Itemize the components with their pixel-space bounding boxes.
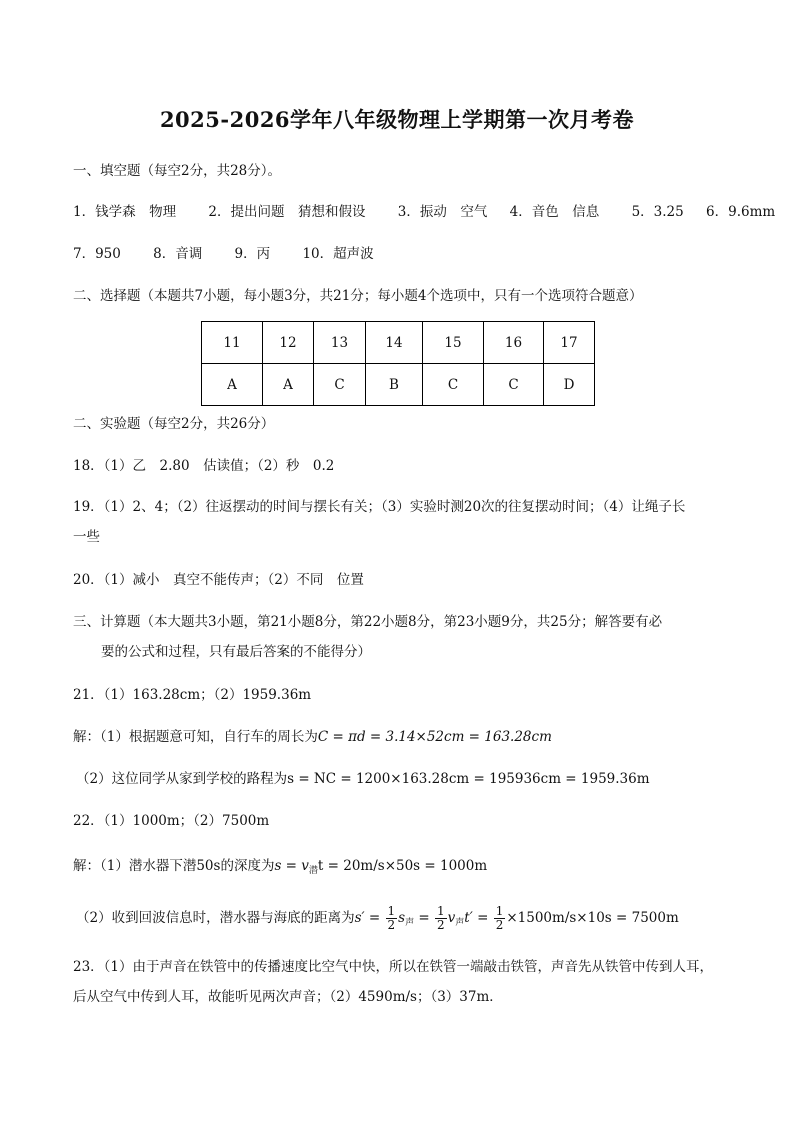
table-row-answers (202, 364, 595, 406)
formula-subscript: 潜 (308, 866, 318, 876)
section2-heading: 二、选择题（本题共7小题，每小题3分，共21分；每小题4个选项中，只有一个选项符合题意） (73, 288, 643, 304)
numerator: 1 (495, 904, 504, 918)
section1-answers-row2 (73, 245, 374, 263)
fraction-one-half (494, 905, 506, 932)
table-cell: C (423, 364, 484, 406)
solution-text: （2）这位同学从家到学校的路程为 (76, 771, 288, 787)
q19-answer-line2: 一些 (73, 529, 100, 545)
q18-answer: 18．（1）乙 2.80 估读值；（2）秒 0.2 (73, 458, 335, 474)
answer-item: 9．丙 (234, 246, 271, 262)
solution-text: （2）收到回波信息时，潜水器与海底的距离为 (76, 910, 355, 926)
numerator: 1 (437, 904, 445, 918)
formula: s = v (274, 858, 309, 874)
q21-solution-2 (76, 770, 650, 788)
fraction-one-half (435, 905, 447, 932)
formula: C = πd = 3.14×52cm = 163.28cm (317, 729, 552, 745)
formula: t = 20m/s×50s = 1000m (317, 858, 488, 874)
q21-answer: 21．（1）163.28cm；（2）1959.36m (73, 687, 312, 703)
denominator: 2 (495, 918, 504, 932)
table-cell: 11 (202, 322, 263, 364)
answer-item: 1．钱学森 物理 (73, 204, 177, 220)
section1-heading: 一、填空题（每空2分，共28分）。 (73, 163, 282, 179)
answer-item: 5．3.25 (631, 204, 684, 220)
table-cell: 15 (423, 322, 484, 364)
section4-heading-line2: 要的公式和过程，只有最后答案的不能得分） (101, 644, 371, 660)
table-cell: C (314, 364, 366, 406)
solution-text: 解：（1）根据题意可知，自行车的周长为 (73, 729, 318, 745)
formula-var: s (398, 910, 406, 926)
table-cell: 17 (544, 322, 595, 364)
answer-table (201, 321, 595, 406)
section1-answers-row1 (73, 203, 775, 221)
answer-item: 2．提出问题 猜想和假设 (208, 204, 366, 220)
denominator: 2 (387, 918, 396, 932)
section3-heading: 二、实验题（每空2分，共26分） (73, 416, 275, 432)
page-title: 2025-2026学年八年级物理上学期第一次月考卷 (159, 107, 635, 132)
formula-var: t′ (464, 910, 473, 926)
q23-answer-line1: 23．（1）由于声音在铁管中的传播速度比空气中快，所以在铁管一端敲击铁管，声音先从铁管中传到人耳， (73, 959, 714, 975)
table-cell: 13 (314, 322, 366, 364)
denominator: 2 (437, 918, 445, 932)
q22-solution-1 (73, 857, 487, 880)
fraction-one-half (386, 905, 398, 932)
solution-text: 解：（1）潜水器下潜50s的深度为 (73, 858, 275, 874)
q20-answer: 20．（1）减小 真空不能传声；（2）不同 位置 (73, 572, 364, 588)
table-cell: 16 (484, 322, 544, 364)
answer-item: 7．950 (73, 246, 121, 262)
answer-item: 10．超声波 (302, 246, 374, 262)
q22-answer: 22．（1）1000m；（2）7500m (73, 813, 270, 829)
table-cell: D (544, 364, 595, 406)
answer-item: 4．音色 信息 (509, 204, 600, 220)
table-cell: C (484, 364, 544, 406)
q22-solution-2: （2）收到回波信息时，潜水器与海底的距离为s′ = $\frac{1}{2}$ $s_声$ = $\frac{1}{2}$ $v_声t'$ = $\frac{1}{2}$ ×1500m/s×10s = 7500m (76, 904, 679, 932)
formula: ×1500m/s×10s = 7500m (506, 910, 679, 926)
q23-answer-line2: 后从空气中传到人耳，故能听见两次声音；（2）4590m/s；（3）37m． (73, 989, 503, 1005)
q21-solution-1 (73, 728, 552, 746)
table-cell: 12 (263, 322, 314, 364)
formula-subscript: 声 (455, 918, 465, 928)
formula: s′ = (354, 910, 381, 926)
answer-item: 8．音调 (153, 246, 203, 262)
table-cell: A (202, 364, 263, 406)
formula-var: v (447, 910, 456, 926)
table-cell: A (263, 364, 314, 406)
table-row-numbers (202, 322, 595, 364)
numerator: 1 (387, 904, 396, 918)
answer-item: 6．9.6mm (706, 204, 776, 220)
answer-item: 3．振动 空气 (397, 204, 488, 220)
table-cell: 14 (366, 322, 423, 364)
table-cell: B (366, 364, 423, 406)
formula: s = NC = 1200×163.28cm = 195936cm = 1959.36m (287, 771, 650, 787)
formula-subscript: 声 (405, 918, 415, 928)
q19-answer-line1: 19．（1）2、4；（2）往返摆动的时间与摆长有关；（3）实验时测20次的往复摆动时间；（4）让绳子长 (73, 499, 686, 515)
section4-heading-line1: 三、计算题（本大题共3小题，第21小题8分，第22小题8分，第23小题9分，共25分；解答要有必 (73, 614, 663, 630)
